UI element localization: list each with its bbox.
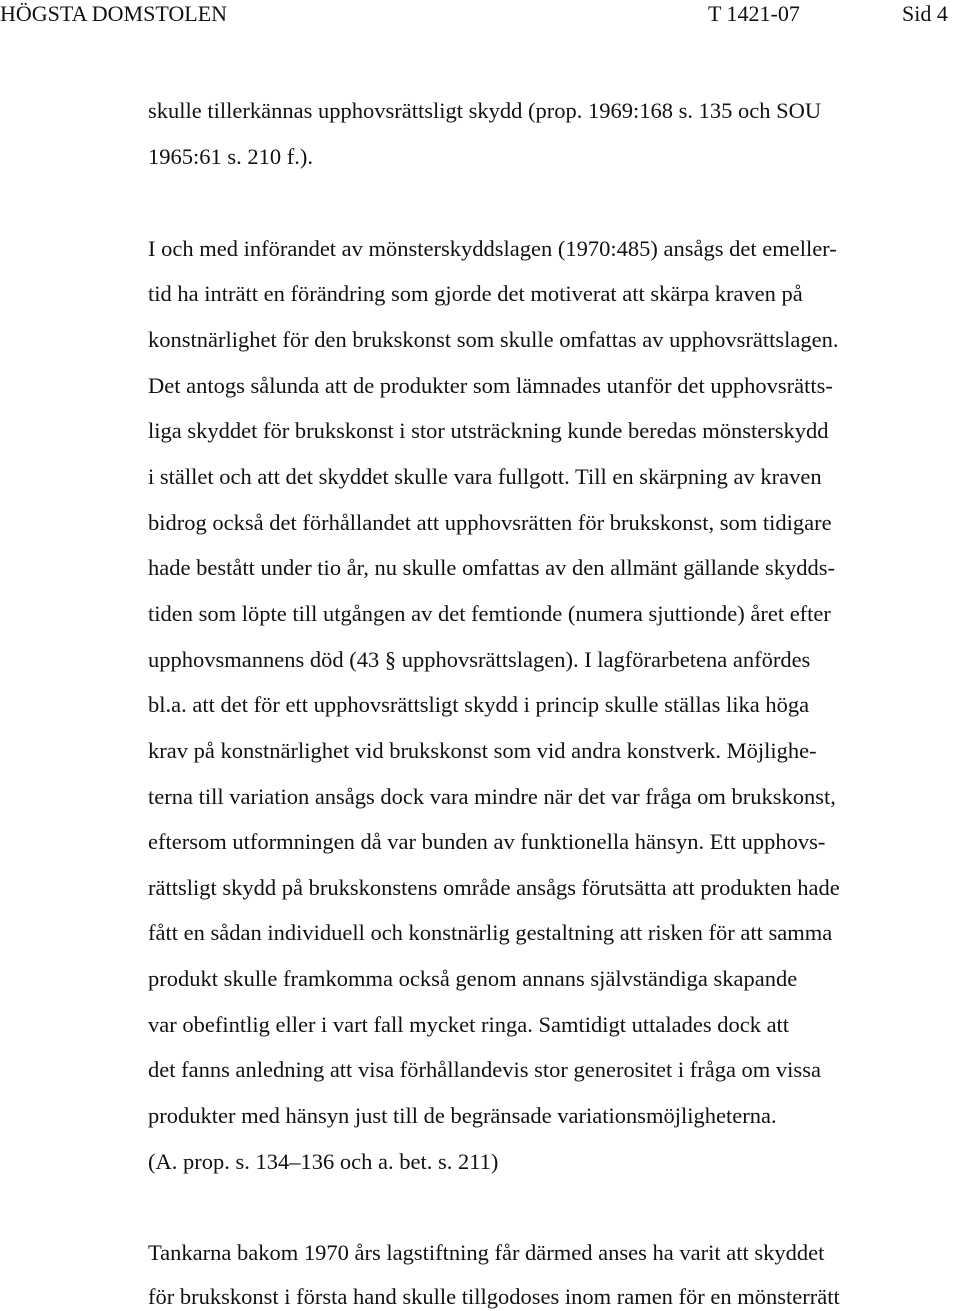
text-line: eftersom utformningen då var bunden av funktionella hänsyn. Ett upphovs- (148, 829, 826, 854)
court-name: HÖGSTA DOMSTOLEN (0, 1, 228, 26)
text-line: upphovsmannens död (43 § upphovsrättslagen). I lagförarbetena anfördes (148, 647, 811, 672)
text-line: skulle tillerkännas upphovsrättsligt skydd (prop. 1969:168 s. 135 och SOU (148, 98, 822, 123)
text-line: I och med införandet av mönsterskyddslagen (1970:485) ansågs det emeller- (148, 236, 837, 261)
text-line: terna till variation ansågs dock vara mindre när det var fråga om brukskonst, (148, 784, 836, 809)
case-number: T 1421-07 (708, 1, 800, 26)
text-line: det fanns anledning att visa förhållandevis stor generositet i fråga om vissa (148, 1057, 821, 1082)
text-line: bidrog också det förhållandet att upphovsrätten för brukskonst, som tidigare (148, 510, 832, 535)
text-line: fått en sådan individuell och konstnärlig gestaltning att risken för att samma (148, 920, 833, 945)
text-line: krav på konstnärlighet vid brukskonst som vid andra konstverk. Möjlighe- (148, 738, 817, 763)
text-line: liga skyddet för brukskonst i stor utsträckning kunde beredas mönsterskydd (148, 418, 829, 443)
text-line: konstnärlighet för den brukskonst som skulle omfattas av upphovsrättslagen. (148, 327, 839, 352)
text-line: tiden som löpte till utgången av det femtionde (numera sjuttionde) året efter (148, 601, 831, 626)
text-line: för brukskonst i första hand skulle tillgodoses inom ramen för en mönsterrätt (148, 1284, 840, 1309)
text-line: bl.a. att det för ett upphovsrättsligt skydd i princip skulle ställas lika höga (148, 692, 810, 717)
text-line: produkt skulle framkomma också genom annans självständiga skapande (148, 966, 798, 991)
page-number: Sid 4 (902, 1, 948, 26)
text-line: tid ha inträtt en förändring som gjorde det motiverat att skärpa kraven på (148, 281, 803, 306)
page-header (0, 0, 960, 30)
text-line: var obefintlig eller i vart fall mycket ringa. Samtidigt uttalades dock att (148, 1012, 790, 1037)
text-line: rättsligt skydd på brukskonstens område ansågs förutsätta att produkten hade (148, 875, 840, 900)
text-line: produkter med hänsyn just till de begränsade variationsmöjligheterna. (148, 1103, 777, 1128)
text-line: (A. prop. s. 134–136 och a. bet. s. 211) (148, 1149, 499, 1174)
text-line: hade bestått under tio år, nu skulle omfattas av den allmänt gällande skydds- (148, 555, 836, 580)
text-line: Tankarna bakom 1970 års lagstiftning får därmed anses ha varit att skyddet (148, 1240, 825, 1265)
text-line: 1965:61 s. 210 f.). (148, 144, 313, 169)
text-line: i stället och att det skyddet skulle vara fullgott. Till en skärpning av kraven (148, 464, 822, 489)
text-line: Det antogs sålunda att de produkter som lämnades utanför det upphovsrätts- (148, 373, 833, 398)
